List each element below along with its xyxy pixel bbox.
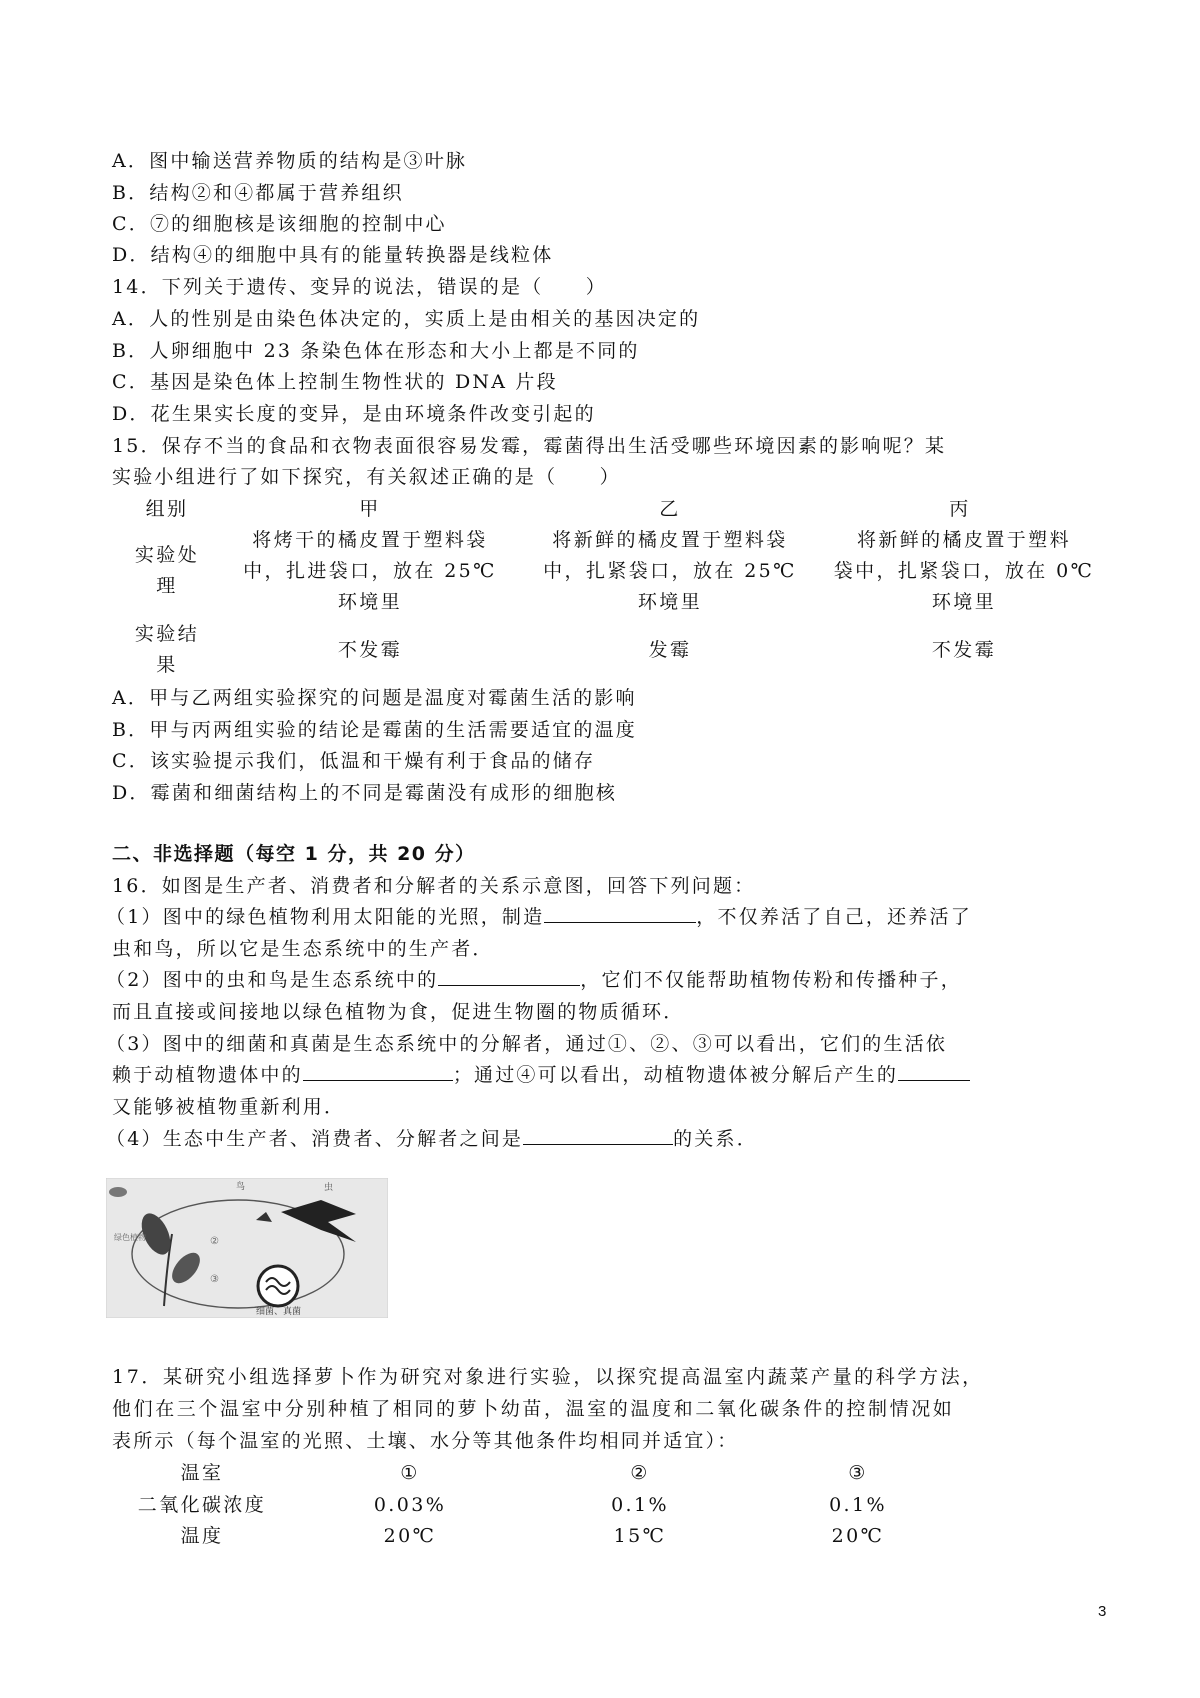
q14-option-d: D．花生果实长度的变异，是由环境条件改变引起的 (112, 403, 596, 425)
figure-label-plant: 绿色植物 (114, 1233, 146, 1242)
q16-part3-text-c: ；通过④可以看出，动植物遗体被分解后产生的 (452, 1064, 899, 1086)
q15-bing-treatment-3: 环境里 (931, 591, 997, 613)
q16-part2-text-b: ，它们不仅能帮助植物传粉和传播种子， (580, 969, 962, 991)
q15-bing-result: 不发霉 (931, 639, 997, 661)
q15-jia-result: 不发霉 (337, 639, 403, 661)
q17-temp-3: 20℃ (831, 1525, 885, 1547)
q15-header-yi: 乙 (659, 498, 681, 520)
figure-label-3: ③ (210, 1274, 219, 1285)
q15-row2-label-2: 果 (156, 654, 178, 676)
q13-option-d: D．结构④的细胞中具有的能量转换器是线粒体 (112, 244, 554, 266)
q15-yi-result: 发霉 (648, 639, 692, 661)
q16-stem: 16．如图是生产者、消费者和分解者的关系示意图，回答下列问题： (112, 875, 756, 897)
q16-blank-3[interactable] (303, 1060, 453, 1081)
q17-temp-1: 20℃ (383, 1525, 437, 1547)
q16-part1-line1 (106, 902, 972, 932)
q17-stem-line1: 17．某研究小组选择萝卜作为研究对象进行实验，以探究提高温室内蔬菜产量的科学方法， (112, 1366, 984, 1388)
q15-stem-line1: 15．保存不当的食品和衣物表面很容易发霉，霉菌得出生活受哪些环境因素的影响呢？某 (112, 435, 947, 457)
q14-option-a: A．人的性别是由染色体决定的，实质上是由相关的基因决定的 (112, 308, 701, 330)
q14-stem: 14．下列关于遗传、变异的说法，错误的是（ ） (112, 276, 607, 298)
q17-co2-label: 二氧化碳浓度 (137, 1494, 267, 1516)
ecosystem-diagram (106, 1178, 388, 1318)
q16-part2-text-a: （2）图中的虫和鸟是生态系统中的 (106, 969, 439, 991)
q15-option-c: C．该实验提示我们，低温和干燥有利于食品的储存 (112, 750, 596, 772)
q16-part4-text-a: （4）生态中生产者、消费者、分解者之间是 (106, 1128, 524, 1150)
q15-yi-treatment-1: 将新鲜的橘皮置于塑料袋 (552, 529, 788, 551)
q16-blank-2[interactable] (438, 965, 580, 986)
q17-header-room: 温室 (180, 1462, 224, 1484)
q17-co2-3: 0.1% (829, 1494, 887, 1516)
q15-option-b: B．甲与丙两组实验的结论是霉菌的生活需要适宜的温度 (112, 719, 637, 741)
section-title: 二、非选择题（每空 1 分，共 20 分） (112, 843, 476, 865)
q17-co2-2: 0.1% (611, 1494, 669, 1516)
q15-header-bing: 丙 (949, 498, 971, 520)
page-number: 3 (1098, 1603, 1107, 1620)
q17-stem-line3: 表所示（每个温室的光照、土壤、水分等其他条件均相同并适宜）： (112, 1430, 739, 1452)
q15-row2-label-1: 实验结 (134, 623, 200, 645)
figure-label-2: ② (210, 1236, 219, 1247)
q17-co2-1: 0.03% (373, 1494, 447, 1516)
q15-jia-treatment-1: 将烤干的橘皮置于塑料袋 (252, 529, 488, 551)
figure-label-bird: 鸟 (236, 1182, 246, 1192)
figure-label-microbes: 细菌、真菌 (256, 1307, 302, 1317)
q16-blank-5[interactable] (523, 1124, 673, 1145)
q16-part2-line2: 而且直接或间接地以绿色植物为食，促进生物圈的物质循环． (112, 1001, 685, 1023)
q15-header-group: 组别 (145, 498, 189, 520)
microbe-circle-icon (258, 1266, 298, 1306)
q17-header-2: ② (630, 1462, 650, 1484)
q16-part3-line3: 又能够被植物重新利用． (112, 1096, 346, 1118)
q16-part1-text-b: ，不仅养活了自己，还养活了 (696, 906, 972, 928)
q13-option-b: B．结构②和④都属于营养组织 (112, 182, 404, 204)
q17-header-3: ③ (848, 1462, 868, 1484)
q16-blank-4[interactable] (898, 1060, 970, 1081)
q14-option-b: B．人卵细胞中 23 条染色体在形态和大小上都是不同的 (112, 340, 640, 362)
q15-header-jia: 甲 (359, 498, 381, 520)
diagram-background (106, 1178, 388, 1318)
q15-yi-treatment-2: 中，扎紧袋口，放在 25℃ (543, 560, 797, 582)
q15-yi-treatment-3: 环境里 (637, 591, 703, 613)
q16-part1-text-a: （1）图中的绿色植物利用太阳能的光照，制造 (106, 906, 545, 928)
q13-option-a: A．图中输送营养物质的结构是③叶脉 (112, 150, 468, 172)
q16-part1-line2: 虫和鸟，所以它是生态系统中的生产者． (112, 938, 494, 960)
q16-part4-text-b: 的关系． (673, 1128, 758, 1150)
q15-jia-treatment-3: 环境里 (337, 591, 403, 613)
q16-blank-1[interactable] (544, 902, 696, 923)
q17-temp-2: 15℃ (613, 1525, 667, 1547)
sun-icon (109, 1187, 127, 1197)
q15-bing-treatment-1: 将新鲜的橘皮置于塑料 (856, 529, 1071, 551)
q15-option-a: A．甲与乙两组实验探究的问题是温度对霉菌生活的影响 (112, 687, 637, 709)
q14-option-c: C．基因是染色体上控制生物性状的 DNA 片段 (112, 371, 558, 393)
q17-header-1: ① (400, 1462, 420, 1484)
q16-part2-line1 (106, 965, 962, 995)
q15-option-d: D．霉菌和细菌结构上的不同是霉菌没有成形的细胞核 (112, 782, 618, 804)
q15-jia-treatment-2: 中，扎进袋口，放在 25℃ (243, 560, 497, 582)
figure-label-insect: 虫 (324, 1183, 334, 1193)
q16-part3-line2 (112, 1060, 970, 1090)
q17-temp-label: 温度 (180, 1525, 224, 1547)
q15-row1-label-2: 理 (156, 575, 178, 597)
q17-stem-line2: 他们在三个温室中分别种植了相同的萝卜幼苗，温室的温度和二氧化碳条件的控制情况如 (112, 1398, 955, 1420)
q16-part3-line1: （3）图中的细菌和真菌是生态系统中的分解者，通过①、②、③可以看出，它们的生活依 (106, 1033, 948, 1055)
q16-part3-text-b: 赖于动植物遗体中的 (112, 1064, 303, 1086)
q13-option-c: C．⑦的细胞核是该细胞的控制中心 (112, 213, 447, 235)
q15-bing-treatment-2: 袋中，扎紧袋口，放在 0℃ (833, 560, 1095, 582)
q15-row1-label-1: 实验处 (134, 544, 200, 566)
q16-part4-line (106, 1124, 758, 1154)
q15-stem-line2: 实验小组进行了如下探究，有关叙述正确的是（ ） (112, 466, 621, 488)
